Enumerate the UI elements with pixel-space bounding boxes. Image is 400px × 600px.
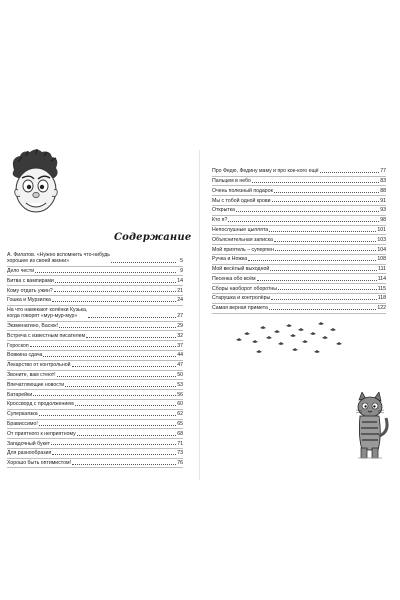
toc-leader-dots [269,309,376,310]
toc-divider [7,370,183,371]
toc-entry[interactable] [7,450,183,457]
toc-entry[interactable] [212,276,386,283]
toc-entry-title: Звоните, вам стеют! [7,372,56,379]
toc-leader-dots [43,356,176,357]
toc-entry-title: Песенка обо всём [212,275,256,282]
toc-entry[interactable] [7,440,183,447]
toc-leader-dots [320,172,379,173]
toc-divider [7,467,183,468]
toc-entry[interactable] [212,227,386,234]
toc-entry-title: От приятного к неприятному [7,430,76,437]
toc-divider [212,185,386,186]
toc-leader-dots [72,366,176,367]
toc-entry[interactable] [7,297,183,304]
toc-entry-title: Дело чести [7,268,35,275]
toc-leader-dots [248,260,376,261]
toc-entry-title: Брависсимо! [7,420,38,427]
cat-illustration [350,392,390,464]
toc-divider [7,295,183,296]
toc-leader-dots [274,241,377,242]
toc-entry[interactable] [212,305,386,312]
toc-divider [7,305,183,306]
toc-entry-title: Гороскоп [7,342,29,349]
toc-entry-page: 111 [378,266,386,273]
toc-entry[interactable] [212,178,386,185]
toc-leader-dots [257,280,377,281]
toc-entry-page: 5 [180,258,183,265]
toc-entry-page: 118 [377,295,386,302]
toc-entry[interactable] [7,307,183,320]
toc-entry-title: Батарейки [7,391,33,398]
toc-leader-dots [52,301,176,302]
toc-entry[interactable] [7,352,183,359]
toc-divider [212,313,386,314]
toc-leader-dots [59,327,176,328]
toc-entry-title: Самая верная примета [212,305,268,312]
toc-entry-page: 62 [177,411,183,418]
toc-entry-title: Кому отдать ужин? [7,287,53,294]
toc-entry-title: Мой весёлый выходной [212,266,270,273]
toc-entry-title: Встреча с известным писателем [7,332,86,339]
toc-leader-dots [272,201,379,202]
toc-entry[interactable] [7,421,183,428]
toc-entry-page: 68 [177,430,183,437]
toc-entry-page: 9 [180,268,183,275]
toc-leader-dots [39,425,176,426]
toc-entry-page: 101 [377,226,386,233]
toc-entry-title: Экзменатино, Васюк! [7,323,58,330]
toc-entry-page: 83 [380,178,386,185]
toc-entry-page: 108 [377,256,386,263]
toc-entry-title: Открытка [212,207,235,214]
toc-entry[interactable] [7,333,183,340]
toc-entry-page: 114 [377,275,386,282]
toc-entry-title: Кроссворд с продолжением [7,401,74,408]
toc-entry-page: 71 [177,440,183,447]
toc-leader-dots [52,454,176,455]
toc-divider [7,419,183,420]
toc-divider [7,321,183,322]
toc-entry-title: Вовкина сдача [7,352,43,359]
toc-divider [7,389,183,390]
toc-divider [7,458,183,459]
toc-divider [7,266,183,267]
toc-entry[interactable] [7,372,183,379]
toc-entry[interactable] [212,168,386,175]
toc-entry-title: Битва с вампирами [7,277,54,284]
toc-entry[interactable] [7,362,183,369]
toc-divider [212,215,386,216]
toc-divider [7,360,183,361]
toc-entry-title: Очень полезный подарок [212,187,273,194]
toc-entry[interactable] [212,207,386,214]
toc-divider [7,409,183,410]
toc-entry-title: На что намекают колёнки Кузька, когда говорят «мур-мур-мур» [7,307,88,320]
toc-entry[interactable] [212,256,386,263]
toc-entry-title: Непослушные цыплята [212,226,269,233]
toc-leader-dots [88,317,176,318]
toc-divider [212,205,386,206]
toc-divider [7,340,183,341]
toc-leader-dots [278,289,377,290]
toc-entry[interactable] [7,268,183,275]
toc-entry-title: Старушка и контролёры [212,295,271,302]
toc-leader-dots [65,386,176,387]
toc-entry-page: 27 [177,313,183,320]
toc-entry[interactable] [7,430,183,437]
toc-divider [212,303,386,304]
toc-entry-title: А. Филатов. «Нужно вспомнить что-нибудь хорошее из своей жизни» [7,252,111,265]
toc-entry-title: Суперкаязка [7,411,38,418]
toc-entry-page: 88 [380,187,386,194]
toc-entry-title: Для разнообразия [7,450,52,457]
boy-illustration [4,148,68,222]
toc-leader-dots [39,415,176,416]
toc-divider [212,234,386,235]
toc-divider [7,350,183,351]
toc-entry-title: Пальцем в небо [212,178,251,185]
toc-divider [212,254,386,255]
toc-entry-page: 29 [177,323,183,330]
toc-entry-title: Хорошо быть оптимистом! [7,460,71,467]
toc-leader-dots [54,291,176,292]
toc-leader-dots [270,270,377,271]
toc-entry-page: 32 [177,332,183,339]
toc-entry-page: 53 [177,381,183,388]
toc-divider [7,330,183,331]
toc-entry-title: Про Федю, Федину маму и про кое-кого ещё [212,168,319,175]
toc-entry-page: 98 [380,217,386,224]
toc-right-column [212,168,386,315]
toc-entry-page: 21 [177,287,183,294]
toc-entry[interactable] [212,217,386,224]
toc-entry[interactable] [7,382,183,389]
toc-entry[interactable] [7,401,183,408]
toc-entry-title: Лекарство от контрольной [7,362,71,369]
toc-leader-dots [75,405,176,406]
toc-leader-dots [55,282,176,283]
toc-entry-page: 77 [380,168,386,175]
toc-entry-page: 44 [177,352,183,359]
toc-entry[interactable] [7,460,183,467]
toc-entry-title: Гошка и Мурзилка [7,297,51,304]
toc-divider [212,176,386,177]
toc-entry-page: 76 [177,460,183,467]
toc-divider [212,273,386,274]
toc-leader-dots [252,182,379,183]
toc-entry[interactable] [212,188,386,195]
toc-entry[interactable] [7,411,183,418]
toc-leader-dots [30,346,176,347]
toc-entry[interactable] [7,391,183,398]
toc-leader-dots [72,464,176,465]
toc-divider [212,244,386,245]
toc-entry[interactable] [212,295,386,302]
toc-leader-dots [271,299,377,300]
toc-leader-dots [57,376,176,377]
toc-entry-page: 24 [177,297,183,304]
toc-divider [212,293,386,294]
toc-entry-page: 60 [177,401,183,408]
flock-illustration [230,318,350,358]
toc-entry-title: Сборы наоборот оборотны [212,285,277,292]
toc-entry[interactable] [212,266,386,273]
toc-entry[interactable] [212,285,386,292]
toc-entry-title: Мой приятель – суперпен [212,246,274,253]
toc-entry-page: 73 [177,450,183,457]
toc-leader-dots [35,272,176,273]
toc-entry[interactable] [7,323,183,330]
toc-leader-dots [111,262,176,263]
toc-leader-dots [77,435,176,436]
toc-entry-page: 47 [177,362,183,369]
toc-entry-page: 65 [177,420,183,427]
toc-entry-title: Впечатляющие новости [7,381,65,388]
toc-entry-title: Загадочный букет [7,440,50,447]
toc-entry-page: 91 [380,197,386,204]
toc-entry[interactable] [7,252,183,265]
toc-divider [212,264,386,265]
toc-leader-dots [51,444,176,445]
toc-entry[interactable] [212,197,386,204]
toc-divider [7,275,183,276]
toc-entry-page: 122 [377,305,386,312]
toc-leader-dots [236,211,379,212]
toc-entry-title: Ручка и Ножка [212,256,248,263]
toc-leader-dots [269,231,376,232]
toc-leader-dots [275,250,376,251]
toc-divider [212,283,386,284]
toc-entry-page: 37 [177,342,183,349]
toc-divider [7,379,183,380]
toc-entry-page: 93 [380,207,386,214]
toc-divider [212,195,386,196]
toc-divider [7,399,183,400]
toc-entry-title: Мы с тобой одной крови [212,197,271,204]
toc-divider [7,428,183,429]
toc-entry-page: 103 [377,236,386,243]
toc-entry[interactable] [7,287,183,294]
toc-divider [7,285,183,286]
toc-entry-page: 50 [177,372,183,379]
toc-entry-title: Кто я? [212,217,228,224]
toc-leader-dots [86,337,176,338]
toc-entry[interactable] [212,236,386,243]
toc-leader-dots [33,395,176,396]
toc-entry-page: 104 [377,246,386,253]
toc-entry[interactable] [7,342,183,349]
toc-entry-title: Объяснительная записка [212,236,273,243]
toc-divider [7,438,183,439]
toc-divider [212,225,386,226]
toc-leader-dots [274,192,379,193]
toc-left-column [7,252,183,470]
toc-entry-page: 115 [377,285,386,292]
toc-title: Содержание [114,232,192,243]
toc-leader-dots [228,221,379,222]
toc-divider [7,448,183,449]
page-gutter [199,150,200,480]
toc-entry-page: 56 [177,391,183,398]
toc-entry[interactable] [212,246,386,253]
toc-entry[interactable] [7,278,183,285]
toc-entry-page: 14 [177,277,183,284]
